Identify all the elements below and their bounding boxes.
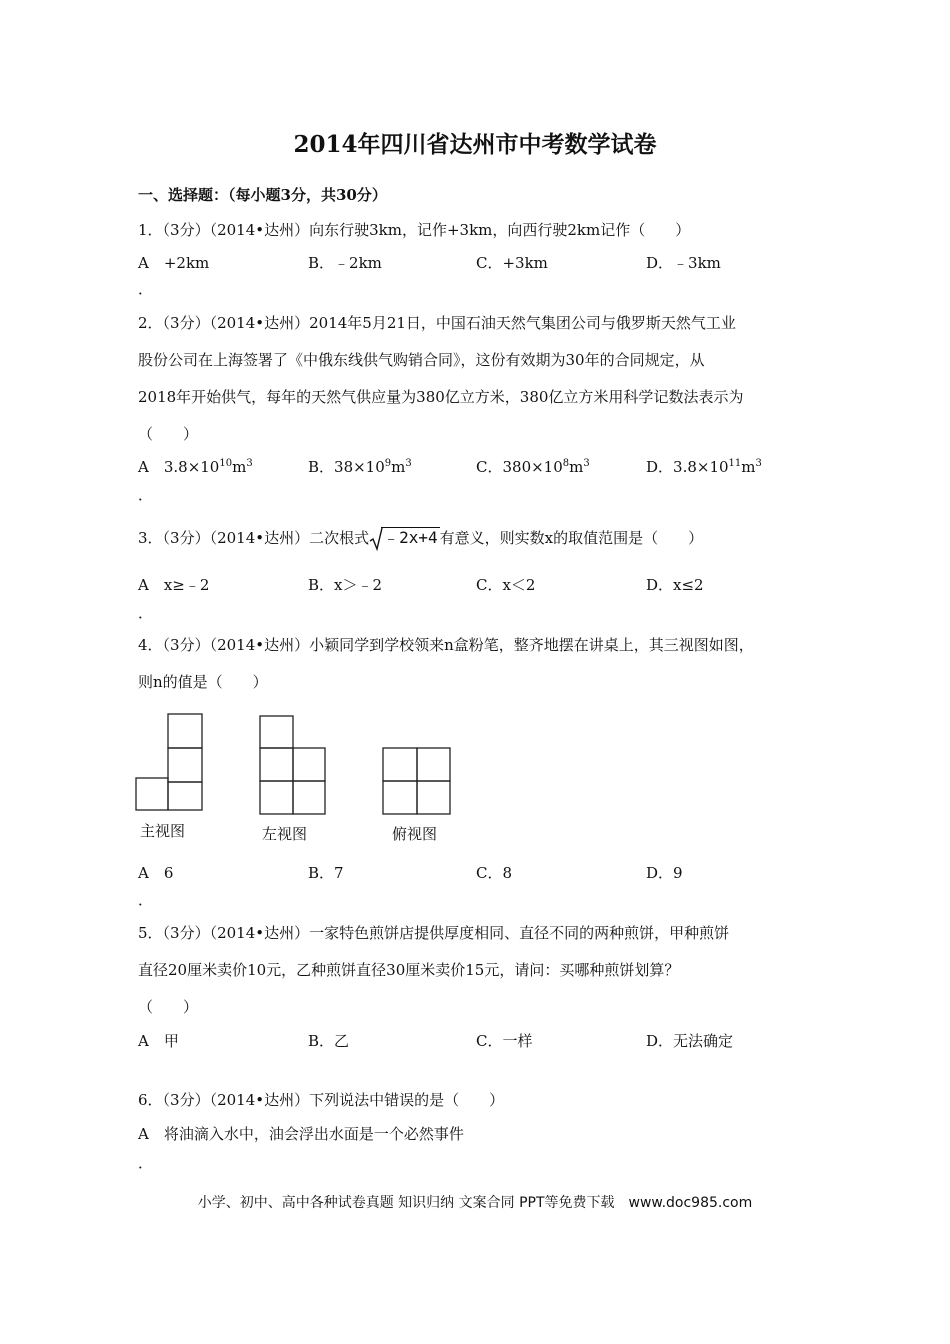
- section-heading: 一、选择题：（每小题3分，共30分）: [138, 186, 387, 204]
- question-3-text: 3．（3分）（2014•达州）二次根式 ﹣2x+4 有意义，则实数x的取值范围是（ ）: [138, 527, 703, 551]
- q3-option-a: A x≥﹣2: [138, 576, 210, 594]
- q2-dot: ．: [138, 486, 154, 504]
- question-2-line-1: 2．（3分）（2014•达州）2014年5月21日，中国石油天然气集团公司与俄罗斯天然气工业: [138, 314, 736, 332]
- q1-dot: ．: [138, 280, 154, 298]
- question-1-text: 1．（3分）（2014•达州）向东行驶3km，记作+3km，向西行驶2km记作（ ）: [138, 221, 691, 239]
- page-title: 2014年四川省达州市中考数学试卷: [293, 131, 657, 158]
- q3-option-d: D．x≤2: [646, 576, 704, 594]
- q3-option-b: B．x＞﹣2: [308, 576, 383, 594]
- q6-option-a: A 将油滴入水中，油会浮出水面是一个必然事件: [138, 1125, 464, 1143]
- front-view-grid: [136, 714, 202, 810]
- q1-option-b: B．﹣2km: [308, 254, 382, 272]
- q3-option-c: C．x＜2: [476, 576, 536, 594]
- question-4-line-2: 则n的值是（ ）: [138, 673, 268, 691]
- q4-option-c: C．8: [476, 864, 513, 882]
- left-view-label: 左视图: [262, 825, 308, 843]
- front-view-label: 主视图: [140, 822, 186, 840]
- question-4-line-1: 4．（3分）（2014•达州）小颖同学到学校领来n盒粉笔，整齐地摆在讲桌上，其三视图如图，: [138, 636, 754, 654]
- q1-option-a: A +2km: [138, 254, 210, 272]
- q4-option-a: A 6: [138, 864, 174, 882]
- radicand: ﹣2x+4: [383, 528, 438, 547]
- q1-option-d: D．﹣3km: [646, 254, 721, 272]
- q2-option-b: B．$38\times 10^9m^3$: [308, 458, 412, 476]
- q6-dot: ．: [138, 1154, 154, 1172]
- question-5-line-3: （ ）: [138, 998, 199, 1016]
- q5-option-a: A 甲: [138, 1032, 179, 1050]
- q4-option-b: B．7: [308, 864, 344, 882]
- q2-option-a: A $3.8\times 10^{10}m^3$: [138, 458, 253, 476]
- question-6-text: 6．（3分）（2014•达州）下列说法中错误的是（ ）: [138, 1091, 505, 1109]
- top-view-grid: [383, 748, 450, 814]
- q2-option-d: D．$3.8\times 10^{11}m^3$: [646, 458, 762, 476]
- q2-option-c: C．$380\times 10^8m^3$: [476, 458, 590, 476]
- q4-option-d: D．9: [646, 864, 683, 882]
- question-2-line-2: 股份公司在上海签署了《中俄东线供气购销合同》，这份有效期为30年的合同规定，从: [138, 351, 705, 369]
- q3-dot: ．: [138, 604, 154, 622]
- square-root-expression: [369, 527, 440, 551]
- q1-option-c: C．+3km: [476, 254, 548, 272]
- q4-dot: ．: [138, 891, 154, 909]
- question-5-line-1: 5．（3分）（2014•达州）一家特色煎饼店提供厚度相同、直径不同的两种煎饼，甲种煎饼: [138, 924, 730, 942]
- footer-download-banner: 小学、初中、高中各种试卷真题 知识归纳 文案合同 PPT等免费下载 www.doc985.com: [197, 1195, 753, 1211]
- top-view-label: 俯视图: [392, 825, 438, 843]
- left-view-grid: [260, 716, 325, 814]
- question-2-line-3: 2018年开始供气，每年的天然气供应量为380亿立方米，380亿立方米用科学记数法表示为: [138, 388, 744, 406]
- question-2-line-4: （ ）: [138, 425, 199, 443]
- question-5-line-2: 直径20厘米卖价10元，乙种煎饼直径30厘米卖价15元，请问：买哪种煎饼划算？: [138, 961, 680, 979]
- q5-option-b: B．乙: [308, 1032, 350, 1050]
- q5-option-d: D．无法确定: [646, 1032, 734, 1050]
- q5-option-c: C．一样: [476, 1032, 533, 1050]
